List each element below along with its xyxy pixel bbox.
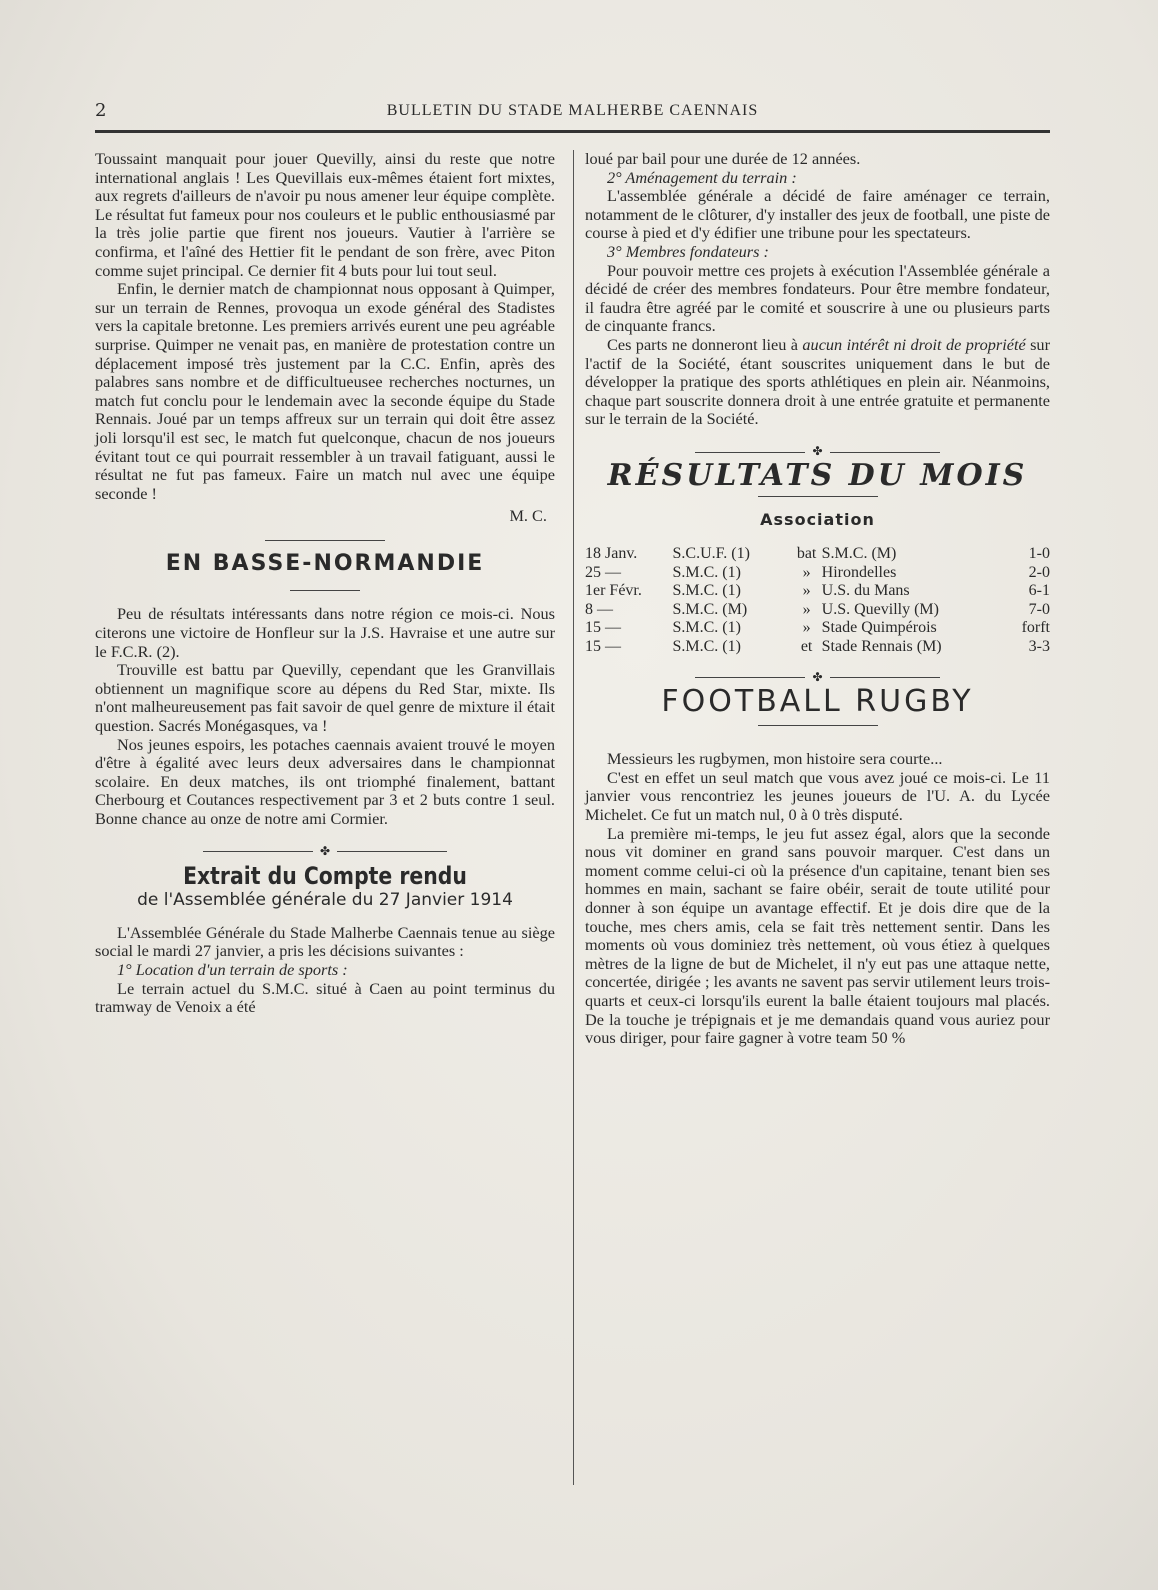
result-team2: Hirondelles: [821, 563, 897, 581]
section-subtitle-extrait: de l'Assemblée générale du 27 Janvier 1914: [137, 890, 513, 911]
article-paragraph: Toussaint manquait pour jouer Quevilly, ainsi du reste que notre international anglais ! Les Quevillais eux-mêmes étaient fort mixtes, aux regrets d'ailleurs de n'avoir pu nous amener leur équipe complète. Le résultat fut fameux pour nos couleurs et le public enthousiasmé par la très jolie partie que firent nos joueurs. Vautier à l'arrière se confirma, et l'aîné des Hettier fit le pendant de son frère, avec Piton comme sujet principal. Ce dernier fit 4 buts pour lui tout seul.: [95, 149, 555, 280]
result-date: 15 —: [585, 619, 621, 637]
result-team2: Stade Quimpérois: [821, 619, 937, 637]
running-title: BULLETIN DU STADE MALHERBE CAENNAIS: [386, 102, 759, 119]
section-title-resultats: RÉSULTATS DU MOIS: [607, 457, 1028, 493]
article-paragraph: C'est en effet un seul match que vous avez joué ce mois-ci. Le 11 janvier vous rencontriez les jeunes joueurs de l'U. A. du Lycée Michelet. Ce fut un match nul, 0 à 0 très disputé.: [585, 767, 1050, 825]
result-date: 15 —: [585, 638, 621, 656]
page-number: 2: [95, 100, 107, 121]
subsection-title-association: Association: [760, 509, 875, 529]
article-paragraph: Nos jeunes espoirs, les potaches caennais avaient trouvé le moyen d'être à égalité avec leurs deux adversaires dans le championnat scolaire. En deux matches, ils ont triomphé finalement, battant Cherbourg et Coutances respectivement par 3 et 2 buts contre 1 seul. Bonne chance au onze de notre ami Cormier.: [95, 734, 555, 828]
article-paragraph: loué par bail pour une durée de 12 années.: [585, 149, 861, 168]
article-paragraph: L'assemblée générale a décidé de faire aménager ce terrain, notamment de le clôturer, d'y installer des jeux de football, une piste de course à pied et d'y édifier une tribune pour les spectateurs.: [585, 186, 1050, 243]
section-rule: [758, 725, 878, 726]
page-header: [95, 100, 1050, 126]
article-paragraph: L'Assemblée Générale du Stade Malherbe Caennais tenue au siège social le mardi 27 janvier, a pris les décisions suivantes :: [95, 922, 555, 961]
article-paragraph: Pour pouvoir mettre ces projets à exécution l'Assemblée générale a décidé de créer des membres fondateurs. Pour être membre fondateur, il faudra être agréé par le comité et souscrire à une ou plusieurs parts de cinquante francs.: [585, 260, 1050, 336]
section-rule: [265, 540, 385, 541]
result-team1: S.M.C. (1): [672, 638, 741, 656]
section-title-extrait: Extrait du Compte rendu: [183, 861, 467, 890]
result-verb: »: [802, 563, 811, 581]
result-verb: »: [802, 619, 811, 637]
ornament-divider: [95, 583, 555, 595]
ornament-divider: ✤: [585, 445, 1050, 457]
result-verb: »: [802, 600, 811, 618]
item-3-title: 3° Membres fondateurs :: [607, 241, 769, 261]
result-team1: S.M.C. (1): [672, 563, 741, 581]
result-row: [585, 564, 1050, 583]
article-paragraph: La première mi-temps, le jeu fut assez égal, alors que la seconde nous vit dominer en grand sans pouvoir marquer. C'est dans un moment comme celui-ci où la présence d'un capitaine, tenant bien ses hommes en main, sachant se faire obéir, serait de toute utilité pour donner à son équipe un avantage effectif. Et je dois dire que de la touche, mes chers amis, cela se fait très nettement sentir. Dans les moments où vous dominiez très nettement, où vous étiez à quelques mètres de la ligne de but de Michelet, il n'y eut pas une attaque nette, concertée, dirigée ; les avants ne savent pas servir utilement leurs trois-quarts et ceux-ci lorsqu'ils eurent la balle étaient toujours mal placés. De la touche je trépignais et je me demandais quand vous auriez pour vous diriger, pour faire gagner à votre team 50 %: [585, 823, 1050, 1048]
article-signature: M. C.: [509, 506, 547, 526]
section-title-rugby: FOOTBALL RUGBY: [661, 683, 974, 719]
result-team2: S.M.C. (M): [821, 545, 897, 563]
result-score: 7-0: [1028, 600, 1050, 618]
result-date: 18 Janv.: [585, 545, 638, 563]
result-team2: Stade Rennais (M): [821, 638, 942, 656]
result-team1: S.M.C. (1): [672, 582, 741, 600]
result-row: [585, 601, 1050, 620]
result-team2: U.S. du Mans: [821, 582, 910, 600]
section-rule: [758, 496, 878, 497]
item-heading: [95, 961, 555, 980]
header-rule: [95, 130, 1050, 133]
result-verb: et: [800, 638, 813, 656]
result-row: [585, 582, 1050, 601]
result-score: forft: [1021, 619, 1050, 637]
result-team1: S.M.C. (M): [672, 600, 748, 618]
item-heading: [585, 169, 1050, 188]
article-paragraph: Trouville est battu par Quevilly, cependant que les Granvillais obtiennent un magnifique score au dépens du Red Star, mixte. Ils n'ont malheureusement pas fait savoir de quel genre de mixture il était question. Sacrés Monégasques, va !: [95, 660, 555, 736]
ornament-divider: ✤: [95, 845, 555, 857]
result-row: [585, 545, 1050, 564]
item-2-title: 2° Aménagement du terrain :: [607, 167, 797, 187]
result-score: 6-1: [1028, 582, 1050, 600]
result-score: 3-3: [1028, 638, 1050, 656]
result-date: 1er Févr.: [585, 582, 642, 600]
result-verb: »: [802, 582, 811, 600]
item-heading: [585, 243, 1050, 262]
column-divider: [573, 150, 574, 1485]
article-paragraph: Ces parts ne donneront lieu à aucun intérêt ni droit de propriété sur l'actif de la Société, étant souscrites uniquement dans le but de développer la pratique des sports athlétiques en plein air. Néanmoins, chaque part souscrite donnera droit à une entrée gratuite et permanente sur le terrain de la Société.: [585, 334, 1050, 429]
section-title-basse-normandie: EN BASSE-NORMANDIE: [165, 550, 485, 576]
result-score: 2-0: [1028, 563, 1050, 581]
article-paragraph: Peu de résultats intéressants dans notre région ce mois-ci. Nous citerons une victoire de Honfleur sur la J.S. Havraise et une autre sur le F.C.R. (2).: [95, 604, 555, 661]
result-date: 8 —: [585, 600, 613, 618]
article-paragraph: Enfin, le dernier match de championnat nous opposant à Quimper, sur un terrain de Rennes, provoqua un exode général des Stadistes vers la capitale bretonne. Les premiers arrivés eurent une peu agréable surprise. Quimper ne venait pas, en manière de protestation contre un déplacement imposé très justement par la C.C. Enfin, après des palabres sans nombre et de difficultueusee recherches nocturnes, un match fut conclu pour le lendemain avec la seconde équipe du Stade Rennais. Joué par un temps affreux sur un terrain qui doit être assez joli lorsqu'il est sec, le match fut quelconque, chacun de nos joueurs évitant tout ce qui pourrait ressembler à un travail fatiguant, aussi le résultat ne fut pas fameux. Faire un match nul avec une équipe seconde !: [95, 279, 555, 503]
ornament-divider: ✤: [585, 671, 1050, 683]
results-table: [585, 545, 1050, 657]
result-team1: S.M.C. (1): [672, 619, 741, 637]
result-team1: S.C.U.F. (1): [672, 545, 750, 563]
result-date: 25 —: [585, 563, 621, 581]
article-paragraph: Le terrain actuel du S.M.C. situé à Caen au point terminus du tramway de Venoix a été: [95, 978, 555, 1017]
result-row: [585, 619, 1050, 638]
result-row: [585, 638, 1050, 657]
item-1-title: 1° Location d'un terrain de sports :: [117, 959, 348, 979]
left-column: [95, 150, 555, 1017]
result-verb: bat: [796, 545, 817, 563]
right-column: [585, 150, 1050, 1048]
result-score: 1-0: [1028, 545, 1050, 563]
article-paragraph: Messieurs les rugbymen, mon histoire sera courte...: [607, 749, 943, 769]
result-team2: U.S. Quevilly (M): [821, 600, 939, 618]
